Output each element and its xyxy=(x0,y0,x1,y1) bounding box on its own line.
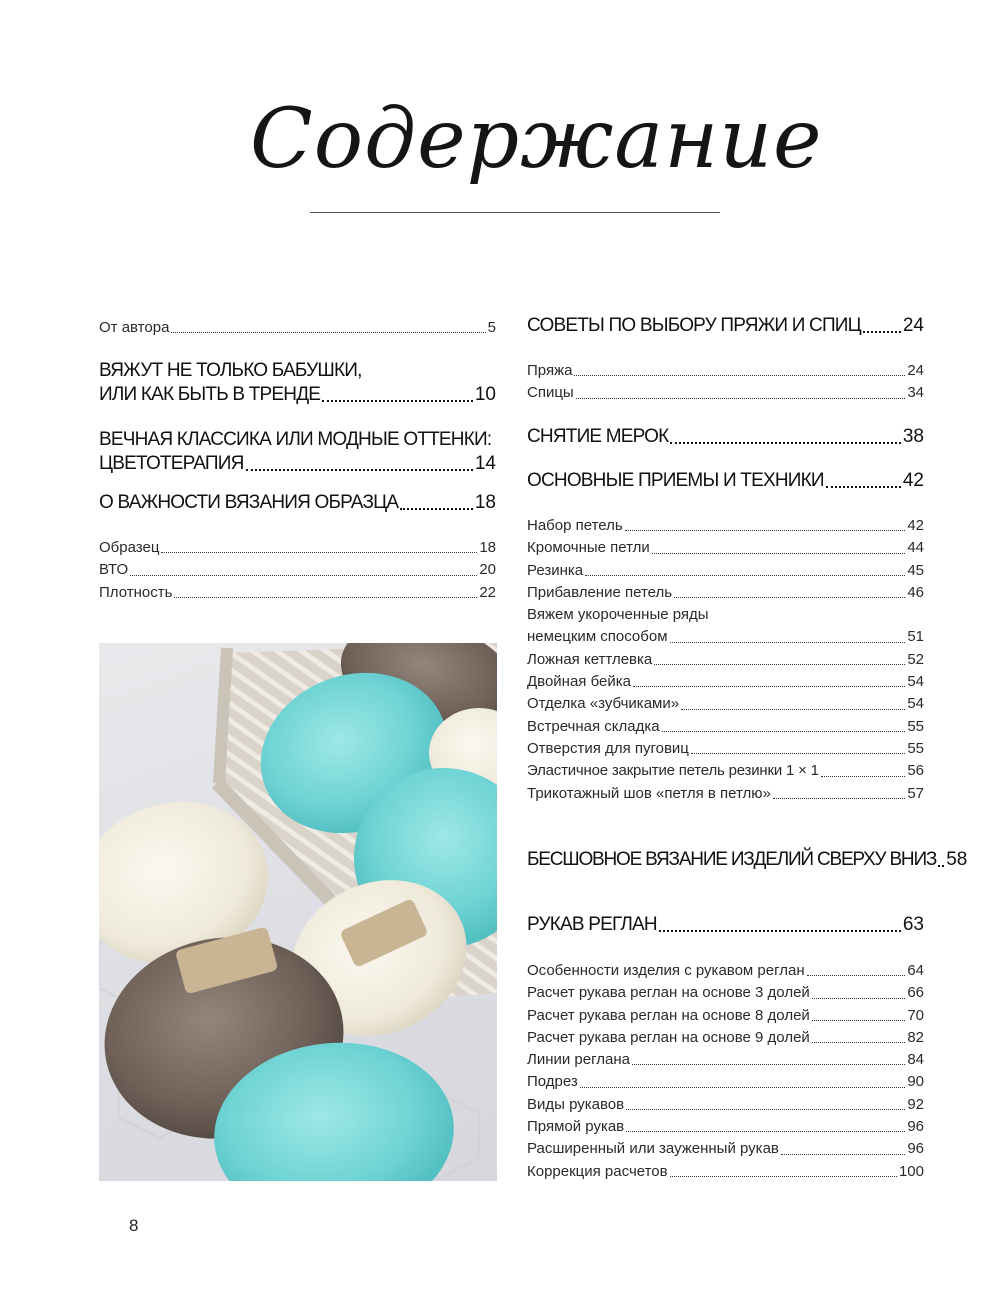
leader-dots xyxy=(585,575,905,576)
toc-entry[interactable]: Резинка 45 xyxy=(527,561,924,579)
leader-dots xyxy=(400,508,473,510)
leader-dots xyxy=(652,553,906,554)
leader-dots xyxy=(654,664,905,665)
leader-dots xyxy=(322,400,473,402)
toc-entry[interactable]: Расширенный или зауженный рукав 96 xyxy=(527,1140,924,1158)
toc-entry[interactable]: Отверстия для пуговиц 55 xyxy=(527,739,924,757)
leader-dots xyxy=(161,552,477,553)
toc-section-yarn-needles[interactable]: СОВЕТЫ ПО ВЫБОРУ ПРЯЖИ И СПИЦ 24 xyxy=(527,315,924,336)
leader-dots xyxy=(670,642,906,643)
leader-dots xyxy=(812,1042,906,1043)
toc-entry[interactable]: Расчет рукава реглан на основе 9 долей 82 xyxy=(527,1028,924,1046)
leader-dots xyxy=(691,753,905,754)
toc-entry[interactable]: ВТО 20 xyxy=(99,561,496,579)
page-number: 8 xyxy=(129,1216,139,1235)
toc-section-techniques[interactable]: ОСНОВНЫЕ ПРИЕМЫ И ТЕХНИКИ 42 xyxy=(527,470,924,491)
leader-dots xyxy=(625,530,906,531)
leader-dots xyxy=(633,686,905,687)
leader-dots xyxy=(773,798,905,799)
leader-dots xyxy=(938,865,944,867)
leader-dots xyxy=(670,442,900,444)
toc-entry[interactable]: Ложная кеттлевка 52 xyxy=(527,650,924,668)
toc-entry[interactable]: Спицы 34 xyxy=(527,384,924,402)
yarn-basket-illustration xyxy=(99,643,497,1181)
toc-entry[interactable]: Набор петель 42 xyxy=(527,517,924,534)
toc-section-raglan[interactable]: РУКАВ РЕГЛАН 63 xyxy=(527,914,924,935)
leader-dots xyxy=(174,597,477,598)
leader-dots xyxy=(821,776,906,777)
toc-section-measurements[interactable]: СНЯТИЕ МЕРОК 38 xyxy=(527,426,924,447)
toc-section-swatch[interactable]: О ВАЖНОСТИ ВЯЗАНИЯ ОБРАЗЦА 18 xyxy=(99,492,496,513)
toc-technique-items xyxy=(527,515,924,805)
toc-section-seamless[interactable]: БЕСШОВНОЕ ВЯЗАНИЕ ИЗДЕЛИЙ СВЕРХУ ВНИЗ 58 xyxy=(527,849,968,870)
leader-dots xyxy=(574,375,905,376)
toc-entry[interactable]: немецким способом 51 xyxy=(527,628,924,646)
leader-dots xyxy=(674,597,905,598)
toc-entry[interactable]: Отделка «зубчиками» 54 xyxy=(527,695,924,713)
leader-dots xyxy=(246,469,473,471)
toc-entry[interactable]: Линии реглана 84 xyxy=(527,1051,924,1069)
toc-entry[interactable]: Встречная складка 55 xyxy=(527,717,924,735)
leader-dots xyxy=(130,575,477,576)
toc-entry[interactable]: Кромочные петли 44 xyxy=(527,539,924,557)
toc-entry[interactable]: Плотность 22 xyxy=(99,583,496,601)
toc-entry[interactable]: Подрез 90 xyxy=(527,1073,924,1091)
leader-dots xyxy=(662,731,906,732)
leader-dots xyxy=(807,975,906,976)
leader-dots xyxy=(812,998,906,999)
toc-entry[interactable]: Расчет рукава реглан на основе 8 долей 70 xyxy=(527,1006,924,1024)
toc-entry[interactable]: Эластичное закрытие петель резинки 1 × 1 56 xyxy=(527,762,924,780)
leader-dots xyxy=(626,1131,905,1132)
leader-dots xyxy=(781,1154,905,1155)
leader-dots xyxy=(171,332,485,333)
toc-entry[interactable]: Прямой рукав 96 xyxy=(527,1118,924,1136)
leader-dots xyxy=(812,1020,906,1021)
toc-swatch-items xyxy=(99,537,496,604)
toc-raglan-items xyxy=(527,960,924,1183)
leader-dots xyxy=(659,930,901,932)
leader-dots xyxy=(626,1109,905,1110)
leader-dots xyxy=(580,1087,906,1088)
leader-dots xyxy=(576,398,906,399)
leader-dots xyxy=(863,331,901,333)
toc-entry[interactable]: Прибавление петель 46 xyxy=(527,583,924,601)
toc-entry[interactable]: Коррекция расчетов 100 xyxy=(527,1162,924,1180)
toc-section-trends[interactable]: ВЯЖУТ НЕ ТОЛЬКО БАБУШКИ, ИЛИ КАК БЫТЬ В ТРЕНДЕ 10 xyxy=(99,360,496,405)
leader-dots xyxy=(826,486,901,488)
leader-dots xyxy=(670,1176,897,1177)
toc-entry[interactable]: Виды рукавов 92 xyxy=(527,1095,924,1113)
toc-section-color-therapy[interactable]: ВЕЧНАЯ КЛАССИКА ИЛИ МОДНЫЕ ОТТЕНКИ: ЦВЕТОТЕРАПИЯ 14 xyxy=(99,429,496,474)
toc-entry[interactable]: Двойная бейка 54 xyxy=(527,673,924,691)
title-divider xyxy=(310,212,720,213)
toc-entry[interactable]: Особенности изделия с рукавом реглан 64 xyxy=(527,962,924,979)
toc-entry[interactable]: Образец 18 xyxy=(99,539,496,556)
page-title: Содержание xyxy=(250,92,823,187)
toc-entry-author[interactable]: От автора 5 xyxy=(99,319,496,336)
toc-yarn-items xyxy=(527,360,924,405)
leader-dots xyxy=(632,1064,905,1065)
toc-entry[interactable]: Вяжем укороченные ряды xyxy=(527,606,709,624)
yarn-photo xyxy=(99,643,497,1181)
toc-entry[interactable]: Пряжа 24 xyxy=(527,362,924,379)
leader-dots xyxy=(681,709,905,710)
toc-entry[interactable]: Расчет рукава реглан на основе 3 долей 66 xyxy=(527,984,924,1002)
toc-entry[interactable]: Трикотажный шов «петля в петлю» 57 xyxy=(527,784,924,802)
